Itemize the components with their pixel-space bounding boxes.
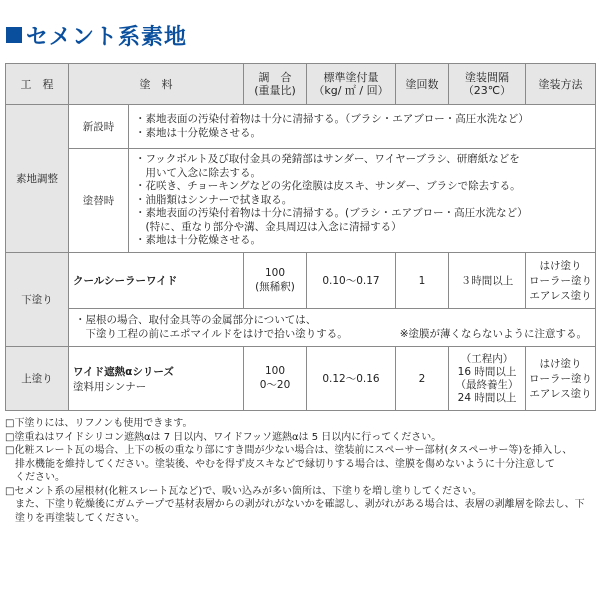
- undercoat-interval: ３時間以上: [449, 253, 526, 309]
- header-mix-line2: (重量比): [254, 84, 296, 97]
- substrate-new-row: [6, 105, 596, 149]
- undercoat-note-caution: ※塗膜が薄くならないように注意する。: [399, 327, 587, 340]
- undercoat-mix: [244, 253, 307, 309]
- substrate-new-label: 新設時: [69, 105, 129, 149]
- undercoat-note-line2: 下塗り工程の前にエポマイルドをはけで拾い塗りする。: [75, 327, 348, 340]
- note-line: □化粧スレート瓦の場合、上下の板の重なり部にすき間が少ない場合は、塗装前にスペーサー部材(タスペーサー等)を挿入し、: [5, 445, 573, 456]
- topcoat-method-item: ローラー塗り: [529, 373, 592, 385]
- undercoat-note: [69, 309, 596, 347]
- substrate-recoat-line: ・花咲き、チョーキングなどの劣化塗膜は皮スキ、サンダー、ブラシで除去する。: [135, 180, 521, 193]
- topcoat-interval-line: 24 時間以上: [457, 391, 517, 404]
- undercoat-amount: 0.10～0.17: [307, 253, 396, 309]
- substrate-recoat-label: 塗替時: [69, 149, 129, 253]
- substrate-recoat-line: ・素地表面の汚染付着物は十分に清掃する。(ブラシ・エアブロー・高圧水洗など）: [135, 207, 528, 220]
- substrate-recoat-line: (特に、重なり部分や溝、金具周辺は入念に清掃する）: [135, 220, 402, 233]
- undercoat-note-line2-wrap: [75, 328, 589, 342]
- undercoat-label: 下塗り: [6, 253, 69, 347]
- undercoat-note-row: [6, 309, 596, 347]
- topcoat-row: [6, 347, 596, 411]
- topcoat-mix-line2: 0～20: [259, 379, 291, 391]
- note-line: ください。: [5, 472, 65, 483]
- header-amount-line2: （kg/ ㎡ / 回）: [313, 84, 389, 97]
- header-mix: [244, 64, 307, 105]
- undercoat-method-item: ローラー塗り: [529, 275, 592, 287]
- header-amount-line1: 標準塗付量: [323, 71, 379, 84]
- header-mix-line1: 調 合: [258, 71, 292, 84]
- header-interval-line1: 塗装間隔: [465, 71, 509, 84]
- substrate-label: 素地調整: [6, 105, 69, 253]
- undercoat-method-item: はけ塗り: [539, 260, 582, 272]
- undercoat-material: クールシーラーワイド: [69, 253, 244, 309]
- note-line: □セメント系の屋根材(化粧スレート瓦など)で、吸い込みが多い箇所は、下塗りを増し塗りしてください。: [5, 485, 483, 497]
- substrate-new-line: ・素地表面の汚染付着物は十分に清掃する。（ブラシ・エアブロー・高圧水洗など）: [135, 113, 529, 125]
- substrate-recoat-row: [6, 149, 596, 253]
- undercoat-mix-line1: 100: [264, 267, 286, 279]
- undercoat-mix-line2: (無稀釈): [255, 281, 295, 293]
- header-amount: [307, 64, 396, 105]
- note-line: □塗重ねはワイドシリコン遮熱αは 7 日以内、ワイドフッソ遮熱αは 5 日以内に行ってください。: [5, 431, 442, 443]
- substrate-recoat-line: ・油脂類はシンナーで拭き取る。: [135, 193, 293, 206]
- substrate-recoat-text: [129, 149, 596, 253]
- topcoat-material-name: ワイド遮熱αシリーズ: [73, 365, 174, 378]
- header-method: 塗装方法: [526, 64, 596, 105]
- substrate-new-line: ・素地は十分乾燥させる。: [135, 126, 261, 139]
- topcoat-coats: 2: [396, 347, 449, 411]
- header-interval: [449, 64, 526, 105]
- topcoat-thinner: 塗料用シンナー: [73, 380, 147, 393]
- note-line: □下塗りには、リフノンも使用できます。: [5, 418, 193, 429]
- header-process: 工 程: [6, 64, 69, 105]
- section-title: [6, 18, 187, 52]
- section-title-text: セメント系素地: [26, 24, 188, 50]
- topcoat-label: 上塗り: [6, 347, 69, 411]
- note-line: また、下塗り乾燥後にガムテープで基材表層からの剥がれがないかを確認し、剥がれがある場合は、表層の剥離層を除去し、下: [5, 499, 585, 510]
- header-interval-line2: （23℃）: [462, 84, 512, 97]
- substrate-recoat-line: ・素地は十分乾燥させる。: [135, 234, 261, 247]
- note-line: 塗りを再塗装してください。: [5, 512, 145, 524]
- title-square-icon: [6, 27, 22, 43]
- topcoat-mix-line1: 100: [264, 365, 286, 377]
- undercoat-note-line1: ・屋根の場合、取付金具等の金属部分については、: [75, 314, 317, 326]
- undercoat-method-item: エアレス塗り: [529, 290, 592, 302]
- header-coats: 塗回数: [396, 64, 449, 105]
- topcoat-method: [526, 347, 596, 411]
- note-line: 排水機能を維持してください。塗装後、やむを得ず皮スキなどで縁切りする場合は、塗膜を傷めないように十分注意して: [5, 458, 555, 470]
- topcoat-interval: [449, 347, 526, 411]
- substrate-new-text: [129, 105, 596, 149]
- topcoat-interval-line: （最終養生）: [455, 378, 519, 391]
- topcoat-method-item: エアレス塗り: [529, 388, 592, 400]
- undercoat-method: [526, 253, 596, 309]
- topcoat-material: [69, 347, 244, 411]
- topcoat-mix: [244, 347, 307, 411]
- undercoat-row: [6, 253, 596, 309]
- topcoat-interval-line: 16 時間以上: [457, 365, 517, 378]
- topcoat-amount: 0.12～0.16: [307, 347, 396, 411]
- substrate-recoat-line: ・フックボルト及び取付金具の発錆部はサンダー、ワイヤーブラシ、研磨紙などを: [135, 153, 520, 166]
- header-material: 塗 料: [69, 64, 244, 105]
- topcoat-interval-line: （工程内）: [460, 352, 514, 365]
- header-row: [6, 64, 596, 105]
- substrate-recoat-line: 用いて入念に除去する。: [135, 166, 261, 179]
- undercoat-coats: 1: [396, 253, 449, 309]
- paint-spec-table: [5, 63, 596, 411]
- notes-section: [5, 417, 595, 525]
- topcoat-method-item: はけ塗り: [539, 358, 582, 370]
